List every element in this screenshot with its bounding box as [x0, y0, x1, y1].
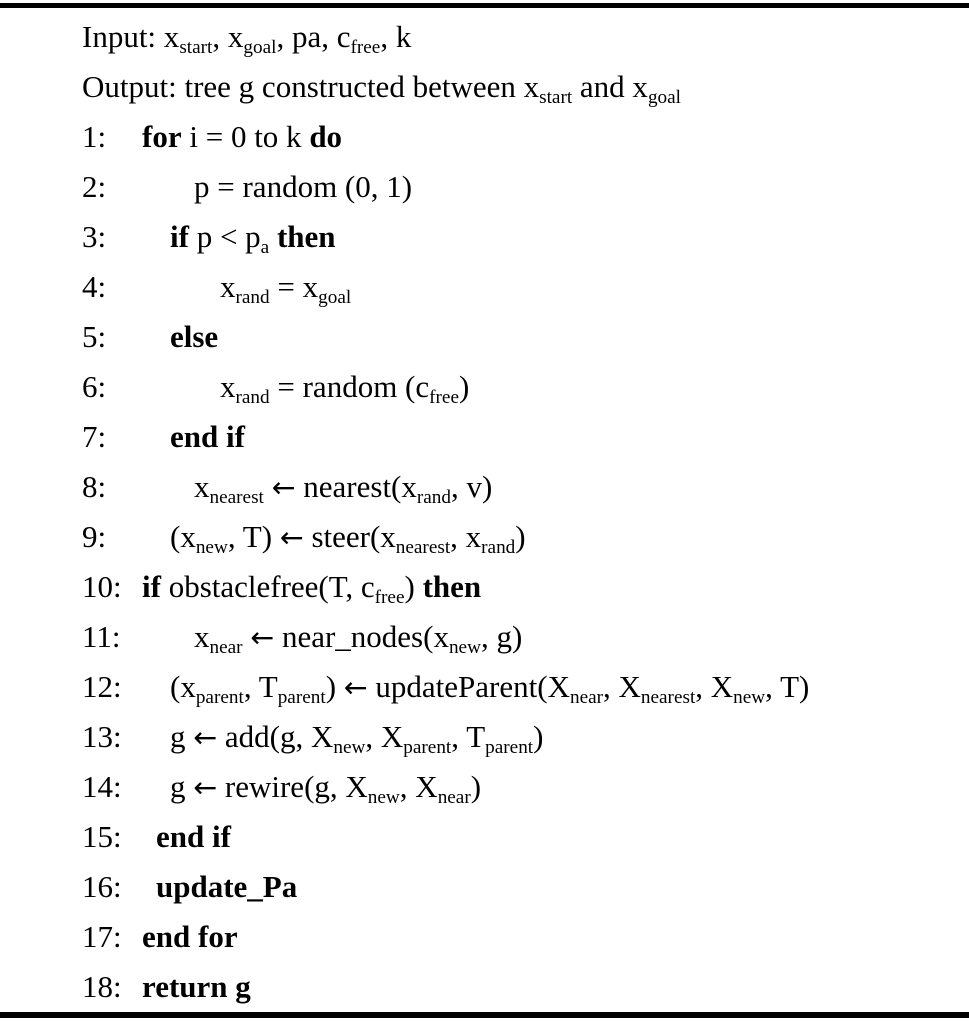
line-content: return g — [142, 969, 251, 1004]
code-line — [0, 862, 969, 912]
code-line — [0, 112, 969, 162]
code-line — [0, 512, 969, 562]
line-number: 11: — [82, 619, 121, 654]
line-content: for i = 0 to k do — [142, 119, 343, 154]
line-number: 15: — [82, 819, 122, 854]
bottom-rule — [0, 1012, 969, 1018]
line-number: 17: — [82, 919, 122, 954]
code-line — [0, 912, 969, 962]
line-content: if $p < p_a$ then — [170, 219, 336, 259]
line-content: g ← add(g, $X_{new}$, $X_{parent}$, $T_{parent}$) — [170, 719, 544, 759]
code-line — [0, 962, 969, 1012]
line-content: end for — [142, 919, 238, 954]
line-content: if obstaclefree(T, $c_{free}$) then — [142, 569, 482, 609]
line-content: p = random (0, 1) — [194, 169, 413, 204]
code-line — [0, 312, 969, 362]
line-content: $x_{near}$ ← $near\_nodes(x_{new}$, g) — [194, 619, 523, 659]
line-number: 9: — [82, 519, 107, 554]
line-content: update_Pa — [156, 869, 298, 904]
code-line — [0, 362, 969, 412]
input-line — [0, 12, 969, 62]
line-content: else — [170, 319, 219, 354]
line-number: 13: — [82, 719, 122, 754]
code-line — [0, 612, 969, 662]
line-number: 10: — [82, 569, 122, 604]
code-line — [0, 662, 969, 712]
code-line — [0, 212, 969, 262]
output-line — [0, 62, 969, 112]
top-rule — [0, 3, 969, 8]
line-content: $x_{rand} = x_{goal}$ — [220, 269, 352, 309]
code-line — [0, 762, 969, 812]
line-content: end if — [156, 819, 231, 854]
line-content: ($x_{new}$, T) ← $steer(x_{nearest}$, $x_{rand}$) — [170, 519, 526, 559]
line-content: end if — [170, 419, 245, 454]
algorithm-body — [0, 12, 969, 1012]
output-line-text: Output: tree g constructed between $x_{start}$ and $x_{goal}$ — [82, 69, 681, 109]
line-number: 4: — [82, 269, 107, 304]
code-line — [0, 162, 969, 212]
line-number: 3: — [82, 219, 107, 254]
line-number: 8: — [82, 469, 107, 504]
line-number: 1: — [82, 119, 107, 154]
line-number: 16: — [82, 869, 122, 904]
input-line-text: Input: $x_{start}$, $x_{goal}$, pa, $c_{free}$, k — [82, 19, 412, 59]
line-content: $x_{nearest}$ ← $nearest(x_{rand}$, v) — [194, 469, 493, 509]
code-line — [0, 712, 969, 762]
line-content: $x_{rand}$ = random $(c_{free})$ — [220, 369, 470, 409]
line-number: 14: — [82, 769, 122, 804]
code-line — [0, 412, 969, 462]
code-line — [0, 812, 969, 862]
line-number: 18: — [82, 969, 122, 1004]
line-number: 7: — [82, 419, 107, 454]
line-number: 5: — [82, 319, 107, 354]
line-content: ($x_{parent}$, $T_{parent}$) ← $updateParent(X_{near}$, $X_{nearest}$, $X_{new}$, T) — [170, 669, 810, 709]
line-number: 12: — [82, 669, 122, 704]
code-line — [0, 462, 969, 512]
line-number: 6: — [82, 369, 107, 404]
code-line — [0, 562, 969, 612]
line-number: 2: — [82, 169, 107, 204]
code-line — [0, 262, 969, 312]
line-content: g ← rewire(g, $X_{new}$, $X_{near}$) — [170, 769, 482, 809]
